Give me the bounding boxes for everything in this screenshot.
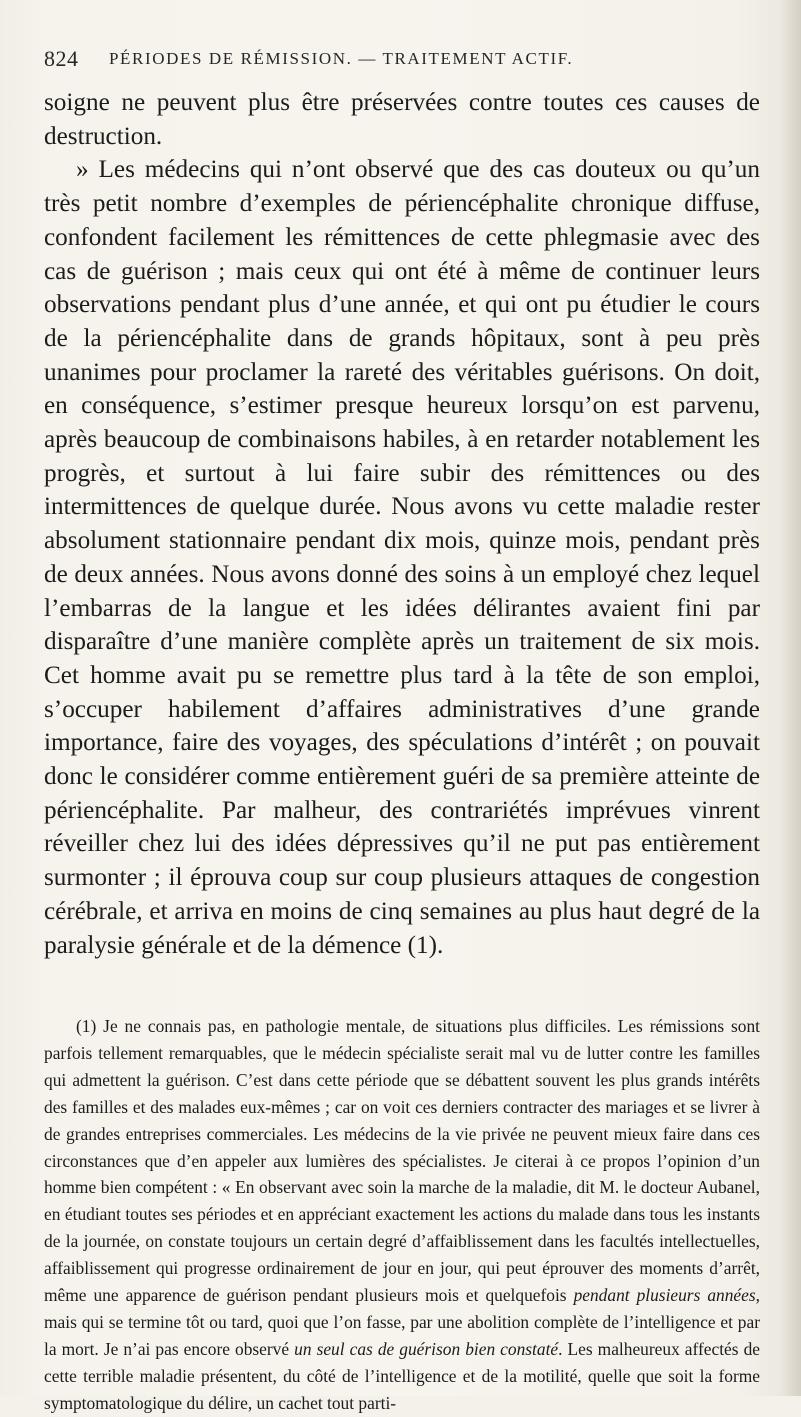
- paragraph-continued: soigne ne peuvent plus être préservées contre toutes ces causes de destruction.: [44, 89, 760, 150]
- page-edge-shadow: [779, 0, 801, 1396]
- running-head: PÉRIODES DE RÉMISSION. — TRAITEMENT ACTIF.: [109, 49, 574, 68]
- footnote-text-2: , mais qui se termine tôt ou tard, quoi que l’on fasse, par une abolition complète de l’intelligence et par la mort. Je n’ai pas encore observé: [44, 1285, 760, 1359]
- footnote-italic-1: pendant plusieurs années: [573, 1285, 756, 1306]
- page-header: [44, 46, 762, 74]
- page-number: 824: [44, 46, 79, 71]
- footnote-text-3: . Les malheureux affectés de cette terrible maladie présentent, du côté de l’intelligence et de la motilité, quelle que soit la forme symptomatologique du délire, un cachet tout parti-: [44, 1338, 760, 1413]
- footnote-italic-2: un seul cas de guérison bien constaté: [294, 1338, 559, 1359]
- main-text: [44, 86, 760, 962]
- footnote: [44, 1013, 760, 1417]
- footnote-text-1: (1) Je ne connais pas, en pathologie mentale, de situations plus difficiles. Les rémissions sont parfois tellement remarquables, que le médecin spécialiste serait mal vu de lutter contre les familles qui admettent la guérison. C’est dans cette période que se débattent souvent les plus grands intérêts des familles et des malades eux-mêmes ; car on voit ces derniers contracter des mariages et se livrer à de grandes entreprises commerciales. Les médecins de la vie privée ne peuvent mieux faire dans ces circonstances que d’en appeler aux lumières des spécialistes. Je citerai à ce propos l’opinion d’un homme bien compétent : « En observant avec soin la marche de la maladie, dit M. le docteur Aubanel, en étudiant toutes ses périodes et en appréciant exactement les actions du malade dans tous les instants de la journée, on constate toujours un certain degré d’affaiblissement dans les facultés intellectuelles, affaiblissement qui progresse ordinairement de jour en jour, qui peut éprouver des moments d’arrêt, même une apparence de guérison pendant plusieurs mois et quelquefois: [44, 1016, 760, 1306]
- paragraph-quotation: » Les médecins qui n’ont observé que des cas douteux ou qu’un très petit nombre d’exemples de périencéphalite chronique diffuse, confondent facilement les rémittences de cette phlegmasie avec des cas de guérison ; mais ceux qui ont été à même de continuer leurs observations pendant plus d’une année, et qui ont pu étudier le cours de la périencéphalite dans de grands hôpitaux, sont à peu près unanimes pour proclamer la rareté des véritables guérisons. On doit, en conséquence, s’estimer presque heureux lorsqu’on est parvenu, après beaucoup de combinaisons habiles, à en retarder notablement les progrès, et surtout à lui faire subir des rémittences ou des intermittences de quelque durée. Nous avons vu cette maladie rester absolument stationnaire pendant dix mois, quinze mois, pendant près de deux années. Nous avons donné des soins à un employé chez lequel l’embarras de la langue et les idées délirantes avaient fini par disparaître d’une manière complète après un traitement de six mois. Cet homme avait pu se remettre plus tard à la tête de son emploi, s’occuper habilement d’affaires administratives d’une grande importance, faire des voyages, des spéculations d’intérêt ; on pouvait donc le considérer comme entièrement guéri de sa première atteinte de périencéphalite. Par malheur, des contrariétés imprévues vinrent réveiller chez lui des idées dépressives qu’il ne put pas entièrement surmonter ; il éprouva coup sur coup plusieurs attaques de congestion cérébrale, et arriva en moins de cinq semaines au plus haut degré de la paralysie générale et de la démence (1).: [44, 156, 760, 959]
